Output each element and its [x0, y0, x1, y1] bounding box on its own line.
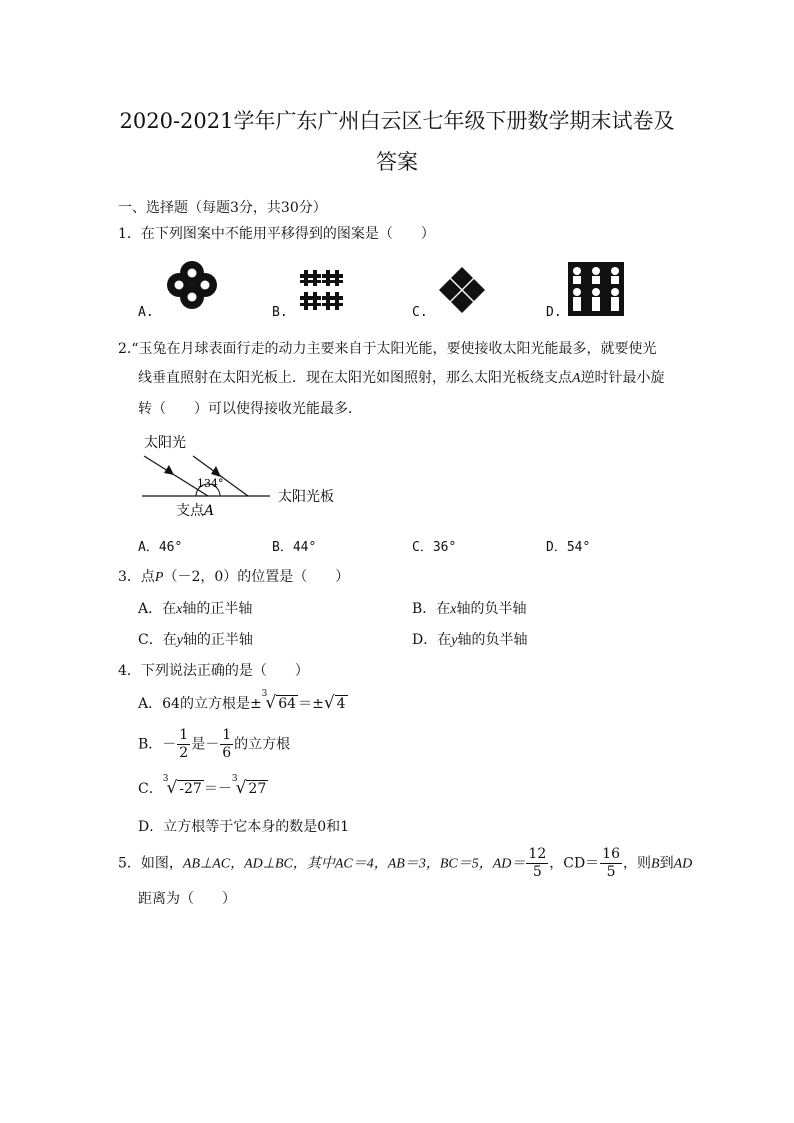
q1-label-b: B.: [272, 305, 288, 320]
hash-grid-icon: [298, 268, 344, 314]
q3-stem: 3．点P（－2，0）的位置是（ ）: [118, 569, 350, 585]
four-circles-icon: [162, 260, 222, 310]
pivot-label: 支点A: [176, 503, 215, 519]
q1-label-c: C.: [412, 305, 428, 320]
board-label: 太阳光板: [278, 489, 334, 505]
q2-option-b: B．44°: [272, 540, 317, 555]
q4-option-b: B．－ $\frac{1}{2}$ 是－ $\frac{1}{6}$ 的立方根: [138, 727, 291, 761]
q3-option-a: A．在x轴的正半轴: [138, 601, 253, 617]
sun-label: 太阳光: [144, 435, 186, 451]
page-title: 2020-2021学年广东广州白云区七年级下册数学期末试卷及: [119, 109, 675, 133]
q4-option-a: A．64的立方根是±$^3$√ 64 ＝±√ 4: [138, 689, 346, 713]
sunlight-figure: [130, 428, 350, 523]
page-title-cont: 答案: [376, 150, 418, 174]
q4-option-d: D．立方根等于它本身的数是0和1: [138, 819, 350, 835]
q3-option-c: C．在y轴的正半轴: [138, 632, 253, 648]
q2-option-a: A．46°: [138, 540, 183, 555]
q5-stem: 5．如图，AB⊥AC，AD⊥BC，其中AC＝4，AB＝3，BC＝5，AD＝ $\frac{12}{5}$ ，CD＝ $\frac{16}{5}$ ，则B到AD: [118, 846, 693, 880]
q2-option-c: C．36°: [412, 540, 457, 555]
q1-stem: 1．在下列图案中不能用平移得到的图案是（ ）: [118, 226, 435, 242]
var-a: A: [572, 371, 581, 386]
angle-label: 134°: [197, 477, 224, 490]
q1-label-a: A.: [138, 305, 154, 320]
q2-line2: 线垂直照射在太阳光板上．现在太阳光如图照射，那么太阳光板绕支点A逆时针最小旋: [138, 370, 665, 386]
q5-line2: 距离为（ ）: [138, 891, 236, 907]
q1-label-d: D.: [546, 305, 562, 320]
q2-option-d: D．54°: [546, 540, 591, 555]
q4-stem: 4．下列说法正确的是（ ）: [118, 663, 309, 679]
q3-option-d: D．在y轴的负半轴: [412, 632, 528, 648]
q3-option-b: B．在x轴的负半轴: [412, 601, 527, 617]
q2-line3: 转（ ）可以使得接收光能最多．: [138, 401, 362, 417]
people-grid-icon: [568, 262, 624, 316]
section-heading: 一、选择题（每题3分，共30分）: [118, 200, 327, 216]
diamond-grid-icon: [437, 265, 487, 315]
q2-line1: 2.“玉兔在月球表面行走的动力主要来自于太阳光能，要使接收太阳光能最多，就要使光: [118, 341, 657, 357]
q4-option-c: C．$^3$√ -27 ＝－$^3$√ 27: [138, 774, 267, 798]
